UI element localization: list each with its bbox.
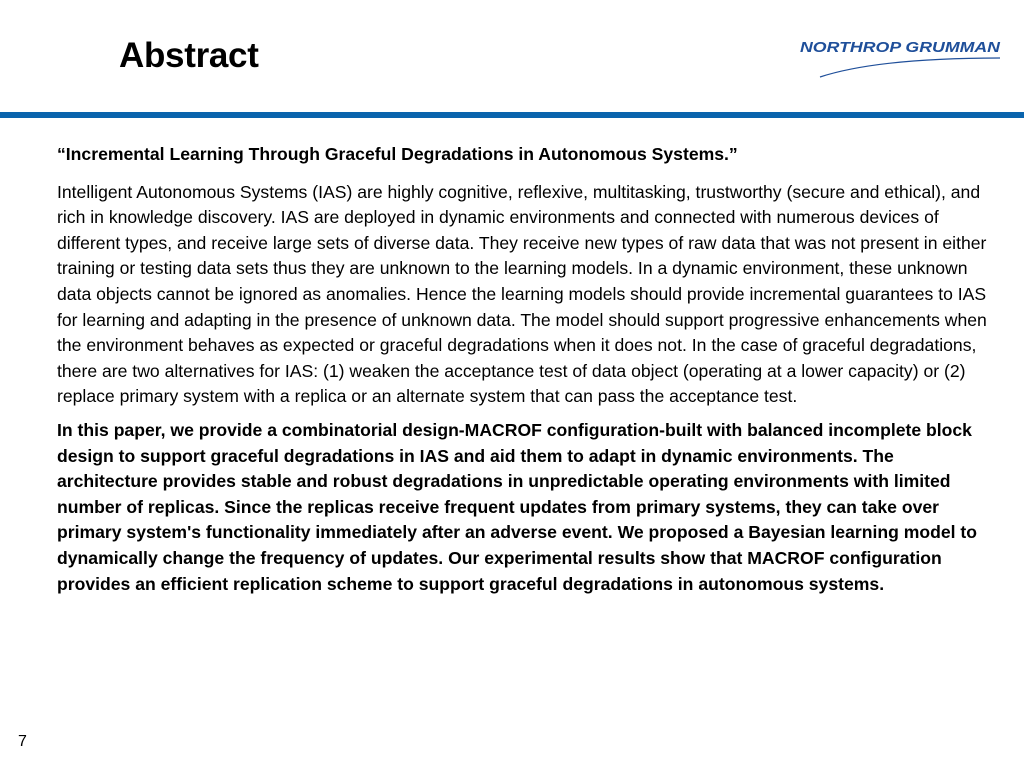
logo-swoosh xyxy=(820,58,1000,77)
logo-wordmark: NORTHROP GRUMMAN xyxy=(800,40,1001,56)
page-number: 7 xyxy=(18,733,27,750)
header-divider xyxy=(0,112,1024,118)
abstract-body: Intelligent Autonomous Systems (IAS) are highly cognitive, reflexive, multitasking, trustworthy (secure and ethical), and rich in knowledge discovery. IAS are deployed in dynamic environments and connected with numerous devices of different types, and receive large sets of diverse data. They receive new types of raw data that was not present in either training or testing data sets thus they are unknown to the learning models. In a dynamic environment, these unknown data objects cannot be ignored as anomalies. Hence the learning models should provide incremental guarantees to IAS for learning and adapting in the presence of unknown data. The model should support progressive enhancements when the environment behaves as expected or graceful degradations when it does not. In the case of graceful degradations, there are two alternatives for IAS: (1) weaken the acceptance test of data object (operating at a lower capacity) or (2) replace primary system with a replica or an alternate system that can pass the acceptance test. xyxy=(57,181,987,407)
paper-title: “Incremental Learning Through Graceful Degradations in Autonomous Systems.” xyxy=(57,144,738,164)
logo-graphic xyxy=(796,36,1006,82)
contribution-paragraph: In this paper, we provide a combinatorial design-MACROF configuration-built with balanced incomplete block design to support graceful degradations in IAS and aid them to adapt in dynamic environments. The architecture provides stable and robust degradations in unpredictable operating environments with limited number of replicas. Since the replicas receive frequent updates from primary systems, they can take over primary system's functionality immediately after an adverse event. We proposed a Bayesian learning model to dynamically change the frequency of updates. Our experimental results show that MACROF configuration provides an efficient replication scheme to support graceful degradations in autonomous systems. xyxy=(57,419,978,594)
northrop-grumman-logo xyxy=(796,36,1006,82)
slide-title: Abstract xyxy=(119,36,259,75)
abstract-content xyxy=(57,142,997,597)
